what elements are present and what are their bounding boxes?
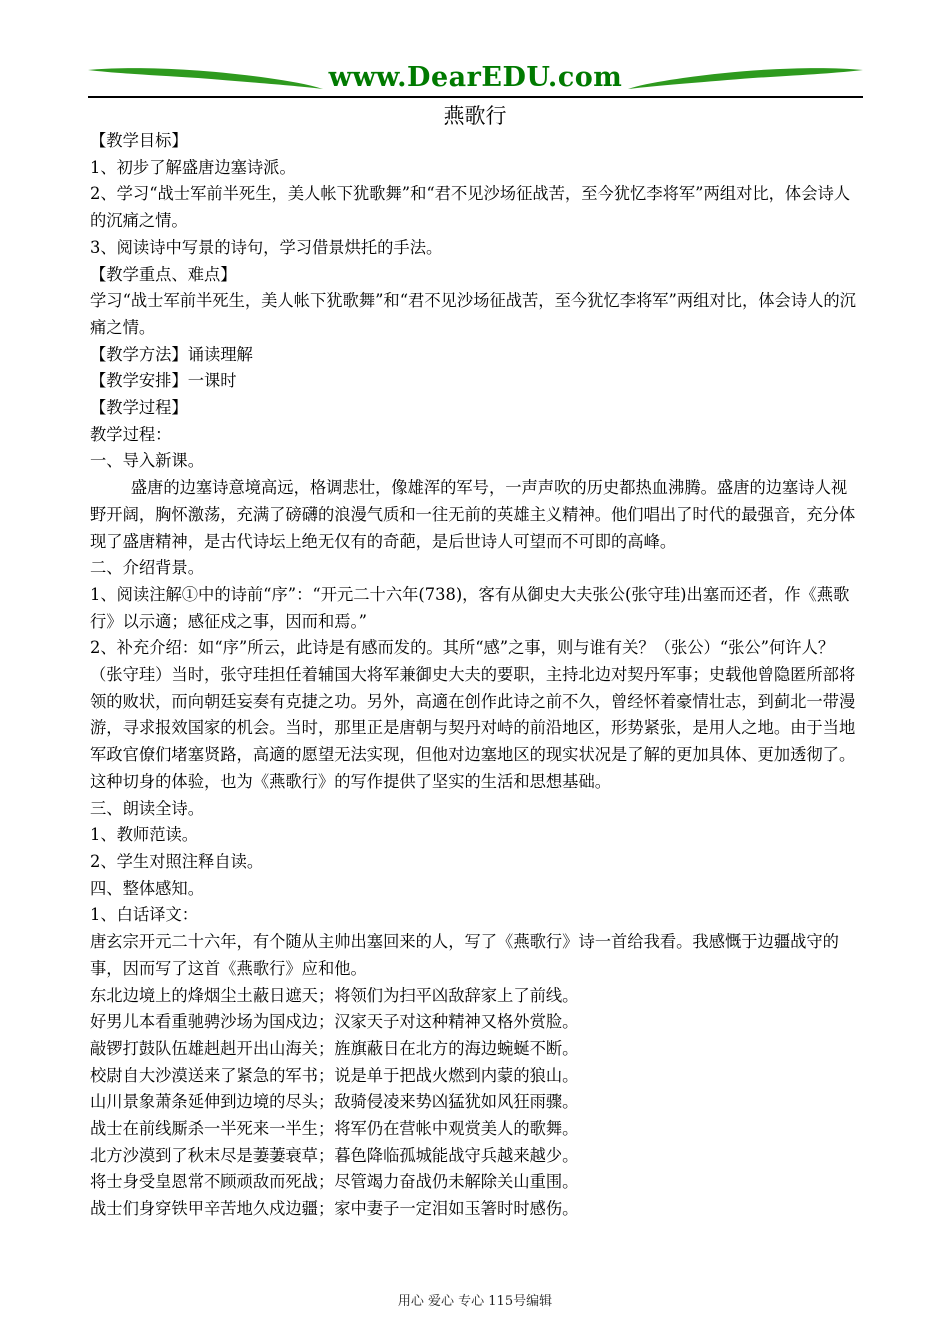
paragraph: 盛唐的边塞诗意境高远，格调悲壮，像雄浑的军号，一声声吹的历史都热血沸腾。盛唐的边塞诗人视野开阔，胸怀激荡，充满了磅礴的浪漫气质和一往无前的英雄主义精神。他们唱出了时代的最强音，充分体现了盛唐精神，是古代诗坛上绝无仅有的奇葩，是后世诗人可望而不可即的高峰。 bbox=[90, 478, 856, 551]
paragraph: 1、白话译文： bbox=[90, 905, 199, 925]
translation-line: 敲锣打鼓队伍雄赳赳开出山海关；旌旗蔽日在北方的海边蜿蜒不断。 bbox=[90, 1038, 579, 1058]
translation-line: 东北边境上的烽烟尘土蔽日遮天；将领们为扫平凶敌辞家上了前线。 bbox=[90, 985, 579, 1005]
translation-line: 山川景象萧条延伸到边境的尽头；敌骑侵凌来势凶猛犹如风狂雨骤。 bbox=[90, 1092, 579, 1112]
paragraph: 2、学习“战士军前半死生，美人帐下犹歌舞”和“君不见沙场征战苦，至今犹忆李将军”两组对比，体会诗人的沉痛之情。 bbox=[90, 184, 851, 231]
paragraph: 1、阅读注解①中的诗前“序”：“开元二十六年(738)，客有从御史大夫张公(张守珪)出塞而还者，作《燕歌行》以示適；感征戍之事，因而和焉。” bbox=[90, 584, 850, 631]
heading-arrangement: 【教学安排】一课时 bbox=[90, 371, 237, 391]
paragraph: 2、学生对照注释自读。 bbox=[90, 851, 264, 871]
translation-line: 将士身受皇恩常不顾顽敌而死战；尽管竭力奋战仍未解除关山重围。 bbox=[90, 1172, 579, 1192]
translation-line: 好男儿本看重驰骋沙场为国戍边；汉家天子对这种精神又格外赏脸。 bbox=[90, 1012, 579, 1032]
paragraph: 1、教师范读。 bbox=[90, 825, 199, 845]
heading-method: 【教学方法】诵读理解 bbox=[90, 344, 253, 364]
translation-line: 校尉自大沙漠送来了紧急的军书；说是单于把战火燃到内蒙的狼山。 bbox=[90, 1065, 579, 1085]
section-heading: 三、朗读全诗。 bbox=[90, 798, 204, 818]
section-heading: 四、整体感知。 bbox=[90, 878, 204, 898]
heading-key-points: 【教学重点、难点】 bbox=[90, 264, 237, 284]
paragraph: 3、阅读诗中写景的诗句，学习借景烘托的手法。 bbox=[90, 237, 443, 257]
heading-process: 【教学过程】 bbox=[90, 398, 188, 418]
paragraph: 2、补充介绍：如“序”所云，此诗是有感而发的。其所“感”之事，则与谁有关？（张公）“张公”何许人？（张守珪）当时，张守珪担任着辅国大将军兼御史大夫的要职，主持北边对契丹军事；史载他曾隐匿所部将领的败状，而向朝廷妄奏有克捷之功。另外，高適在创作此诗之前不久，曾经怀着豪情壮志，到蓟北一带漫游，寻求报效国家的机会。当时，那里正是唐朝与契丹对峙的前沿地区，形势紧张，是用人之地。由于当地军政官僚们堵塞贤路，高適的愿望无法实现，但他对边塞地区的现实状况是了解的更加具体、更加透彻了。这种切身的体验，也为《燕歌行》的写作提供了坚实的生活和思想基础。 bbox=[90, 638, 856, 791]
page-footer: 用心 爱心 专心 115号编辑 bbox=[397, 1294, 553, 1309]
paragraph: 教学过程： bbox=[90, 424, 172, 444]
section-heading: 一、导入新课。 bbox=[90, 451, 204, 471]
page-title: 燕歌行 bbox=[443, 104, 507, 128]
site-url: www.DearEDU.com bbox=[328, 62, 623, 93]
document-body bbox=[90, 128, 860, 1223]
heading-objectives: 【教学目标】 bbox=[90, 131, 188, 150]
paragraph: 1、初步了解盛唐边塞诗派。 bbox=[90, 157, 296, 177]
site-banner bbox=[88, 56, 863, 100]
translation-line: 北方沙漠到了秋末尽是萋萋衰草；暮色降临孤城能战守兵越来越少。 bbox=[90, 1145, 579, 1165]
section-heading: 二、介绍背景。 bbox=[90, 558, 204, 578]
translation-line: 战士们身穿铁甲辛苦地久戍边疆；家中妻子一定泪如玉箸时时感伤。 bbox=[90, 1199, 579, 1219]
paragraph: 学习“战士军前半死生，美人帐下犹歌舞”和“君不见沙场征战苦，至今犹忆李将军”两组对比，体会诗人的沉痛之情。 bbox=[90, 291, 856, 337]
translation-line: 战士在前线厮杀一半死来一半生；将军仍在营帐中观赏美人的歌舞。 bbox=[90, 1119, 579, 1139]
paragraph: 唐玄宗开元二十六年，有个随从主帅出塞回来的人，写了《燕歌行》诗一首给我看。我感慨于边疆战守的事，因而写了这首《燕歌行》应和他。 bbox=[90, 932, 839, 978]
